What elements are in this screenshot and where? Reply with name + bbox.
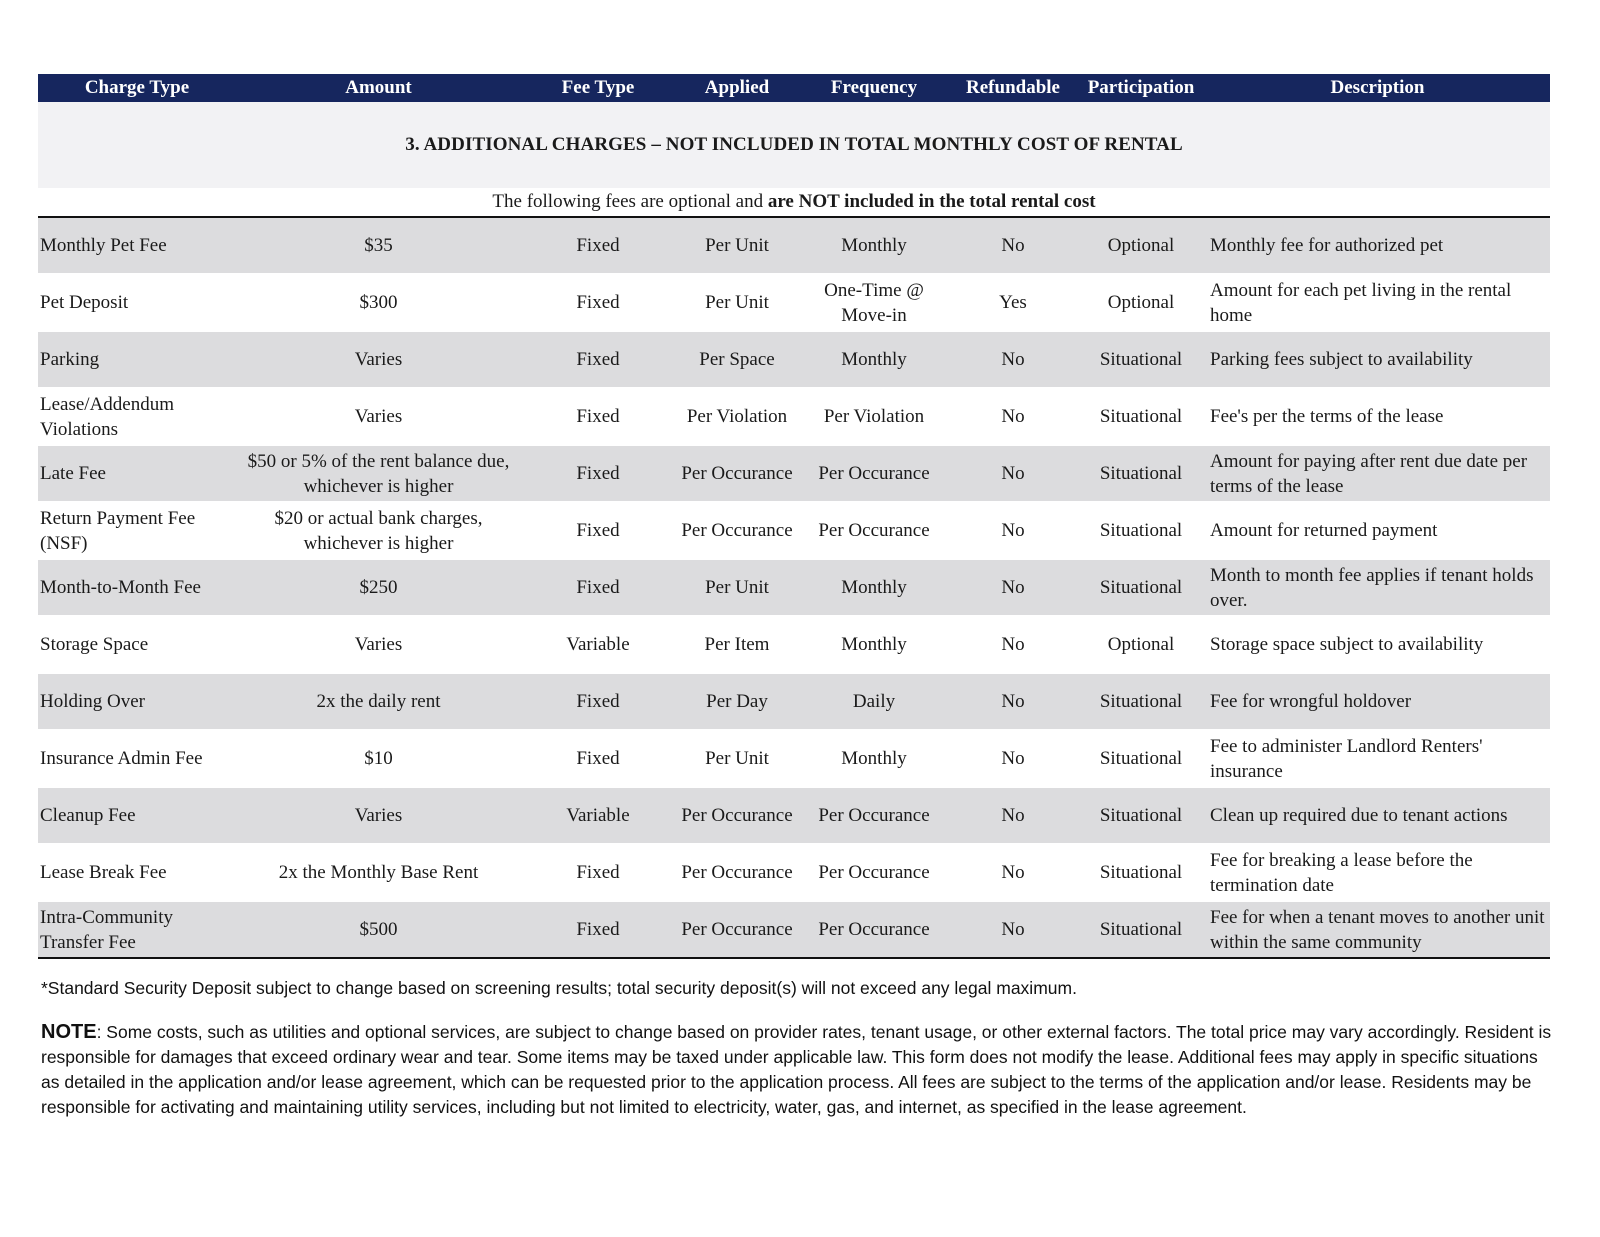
fee-type-cell: Fixed xyxy=(576,748,620,769)
refundable-cell: No xyxy=(1001,406,1025,427)
participation-cell: Situational xyxy=(1099,805,1183,826)
refundable-cell: No xyxy=(1001,349,1025,370)
description-cell: Fee for when a tenant moves to another unit within the same community xyxy=(1210,906,1545,953)
frequency-cell: Per Occurance xyxy=(818,805,930,826)
table-row xyxy=(38,788,1550,845)
applied-cell: Per Occurance xyxy=(681,919,793,940)
fee-schedule xyxy=(38,74,1550,959)
participation-cell: Situational xyxy=(1099,691,1183,712)
applied-cell: Per Item xyxy=(704,634,770,655)
amount-cell: $50 or 5% of the rent balance due, whichever is higher xyxy=(247,450,510,497)
applied-cell: Per Occurance xyxy=(681,862,793,883)
description-cell: Amount for returned payment xyxy=(1210,520,1438,541)
frequency-cell: One-Time @ Move-in xyxy=(824,279,924,326)
intro-prefix: The following fees are optional and xyxy=(492,191,768,212)
note-label: NOTE xyxy=(41,1021,97,1043)
refundable-cell: No xyxy=(1001,235,1025,256)
participation-cell: Situational xyxy=(1099,349,1183,370)
fee-type-cell: Fixed xyxy=(576,520,620,541)
charge-type-cell: Parking xyxy=(40,349,100,370)
frequency-cell: Monthly xyxy=(841,577,907,598)
charge-type-cell: Lease/Addendum Violations xyxy=(40,393,175,440)
fee-table-body xyxy=(38,218,1550,959)
table-row xyxy=(38,902,1550,957)
amount-cell: $300 xyxy=(359,292,398,313)
refundable-cell: No xyxy=(1001,520,1025,541)
frequency-cell: Monthly xyxy=(841,748,907,769)
description-cell: Month to month fee applies if tenant holds over. xyxy=(1210,564,1534,611)
applied-cell: Per Occurance xyxy=(681,463,793,484)
note-text: : Some costs, such as utilities and optional services, are subject to change based on provider rates, tenant usage, or other external factors. The total price may vary accordingly. Resident is responsible for damages that exceed ordinary wear and tear. Some items may be taxed under applicable law. This form does not modify the lease. Additional fees may apply in specific situations as detailed in the application and/or lease agreement, which can be requested prior to the application process. All fees are subject to the terms of the application and/or lease. Residents may be responsible for activating and maintaining utility services, including but not limited to electricity, water, gas, and internet, as specified in the lease agreement. xyxy=(41,1022,1552,1117)
description-cell: Amount for each pet living in the rental home xyxy=(1210,279,1512,326)
participation-cell: Situational xyxy=(1099,919,1183,940)
column-header-charge-type: Charge Type xyxy=(84,77,190,98)
frequency-cell: Per Occurance xyxy=(818,520,930,541)
charge-type-cell: Return Payment Fee (NSF) xyxy=(40,507,196,554)
amount-cell: $500 xyxy=(359,919,398,940)
frequency-cell: Per Occurance xyxy=(818,862,930,883)
frequency-cell: Per Occurance xyxy=(818,919,930,940)
frequency-cell: Daily xyxy=(852,691,896,712)
table-row xyxy=(38,218,1550,275)
charge-type-cell: Pet Deposit xyxy=(40,292,129,313)
table-row xyxy=(38,560,1550,617)
fee-type-cell: Fixed xyxy=(576,862,620,883)
description-cell: Monthly fee for authorized pet xyxy=(1210,235,1444,256)
refundable-cell: No xyxy=(1001,577,1025,598)
table-row xyxy=(38,389,1550,446)
charge-type-cell: Cleanup Fee xyxy=(40,805,136,826)
frequency-cell: Monthly xyxy=(841,634,907,655)
applied-cell: Per Occurance xyxy=(681,805,793,826)
applied-cell: Per Violation xyxy=(686,406,788,427)
participation-cell: Situational xyxy=(1099,406,1183,427)
table-row xyxy=(38,446,1550,503)
column-header-refundable: Refundable xyxy=(966,77,1060,98)
charge-type-cell: Storage Space xyxy=(40,634,149,655)
charge-type-cell: Holding Over xyxy=(40,691,146,712)
section-title xyxy=(38,102,1550,188)
amount-cell: $250 xyxy=(359,577,398,598)
description-cell: Fee's per the terms of the lease xyxy=(1210,406,1444,427)
participation-cell: Situational xyxy=(1099,463,1183,484)
description-cell: Clean up required due to tenant actions xyxy=(1210,805,1508,826)
fee-type-cell: Fixed xyxy=(576,691,620,712)
refundable-cell: No xyxy=(1001,862,1025,883)
column-header-applied: Applied xyxy=(704,77,770,98)
charge-type-cell: Intra-Community Transfer Fee xyxy=(40,906,173,953)
description-cell: Storage space subject to availability xyxy=(1210,634,1484,655)
table-row xyxy=(38,617,1550,674)
description-cell: Fee for wrongful holdover xyxy=(1210,691,1412,712)
refundable-cell: Yes xyxy=(999,292,1027,313)
intro-line xyxy=(38,188,1550,218)
refundable-cell: No xyxy=(1001,919,1025,940)
fee-type-cell: Fixed xyxy=(576,463,620,484)
participation-cell: Situational xyxy=(1099,577,1183,598)
description-cell: Amount for paying after rent due date per terms of the lease xyxy=(1210,450,1528,497)
participation-cell: Situational xyxy=(1099,748,1183,769)
table-row xyxy=(38,332,1550,389)
participation-cell: Optional xyxy=(1107,292,1175,313)
table-row xyxy=(38,503,1550,560)
frequency-cell: Monthly xyxy=(841,349,907,370)
refundable-cell: No xyxy=(1001,805,1025,826)
intro-bold: are NOT included in the total rental cost xyxy=(767,191,1096,212)
applied-cell: Per Unit xyxy=(705,748,769,769)
amount-cell: 2x the daily rent xyxy=(316,691,441,712)
amount-cell: Varies xyxy=(354,349,403,370)
charge-type-cell: Month-to-Month Fee xyxy=(40,577,201,598)
table-row xyxy=(38,731,1550,788)
column-header-participation: Participation xyxy=(1087,77,1195,98)
applied-cell: Per Occurance xyxy=(681,520,793,541)
table-row xyxy=(38,674,1550,731)
refundable-cell: No xyxy=(1001,634,1025,655)
column-header-fee-type: Fee Type xyxy=(561,77,635,98)
section-title-text: 3. ADDITIONAL CHARGES – NOT INCLUDED IN TOTAL MONTHLY COST OF RENTAL xyxy=(405,134,1183,155)
participation-cell: Optional xyxy=(1107,634,1175,655)
charge-type-cell: Late Fee xyxy=(40,463,106,484)
description-cell: Parking fees subject to availability xyxy=(1210,349,1473,370)
refundable-cell: No xyxy=(1001,748,1025,769)
fee-type-cell: Fixed xyxy=(576,406,620,427)
applied-cell: Per Day xyxy=(706,691,768,712)
column-header-amount: Amount xyxy=(345,77,412,98)
table-row xyxy=(38,275,1550,332)
note-paragraph xyxy=(41,1020,1553,1120)
fee-type-cell: Fixed xyxy=(576,235,620,256)
column-header-description: Description xyxy=(1330,77,1425,98)
applied-cell: Per Unit xyxy=(705,292,769,313)
applied-cell: Per Unit xyxy=(705,577,769,598)
fee-type-cell: Variable xyxy=(566,634,630,655)
refundable-cell: No xyxy=(1001,691,1025,712)
applied-cell: Per Unit xyxy=(705,235,769,256)
frequency-cell: Monthly xyxy=(841,235,907,256)
amount-cell: $10 xyxy=(364,748,393,769)
fee-type-cell: Fixed xyxy=(576,349,620,370)
amount-cell: Varies xyxy=(354,634,403,655)
amount-cell: $20 or actual bank charges, whichever is higher xyxy=(274,507,483,554)
fee-type-cell: Variable xyxy=(566,805,630,826)
amount-cell: $35 xyxy=(364,235,393,256)
participation-cell: Situational xyxy=(1099,862,1183,883)
description-cell: Fee to administer Landlord Renters' insurance xyxy=(1210,735,1483,782)
description-cell: Fee for breaking a lease before the termination date xyxy=(1210,849,1473,896)
charge-type-cell: Lease Break Fee xyxy=(40,862,167,883)
security-deposit-footnote: *Standard Security Deposit subject to change based on screening results; total security deposit(s) will not exceed any legal maximum. xyxy=(41,978,1077,998)
charge-type-cell: Insurance Admin Fee xyxy=(40,748,203,769)
applied-cell: Per Space xyxy=(699,349,775,370)
frequency-cell: Per Occurance xyxy=(818,463,930,484)
frequency-cell: Per Violation xyxy=(823,406,925,427)
amount-cell: Varies xyxy=(354,805,403,826)
amount-cell: 2x the Monthly Base Rent xyxy=(278,862,479,883)
participation-cell: Optional xyxy=(1107,235,1175,256)
column-header-frequency: Frequency xyxy=(830,77,918,98)
amount-cell: Varies xyxy=(354,406,403,427)
charge-type-cell: Monthly Pet Fee xyxy=(40,235,167,256)
refundable-cell: No xyxy=(1001,463,1025,484)
fee-type-cell: Fixed xyxy=(576,919,620,940)
table-header xyxy=(38,74,1550,102)
table-row xyxy=(38,845,1550,902)
fee-type-cell: Fixed xyxy=(576,292,620,313)
participation-cell: Situational xyxy=(1099,520,1183,541)
fee-type-cell: Fixed xyxy=(576,577,620,598)
